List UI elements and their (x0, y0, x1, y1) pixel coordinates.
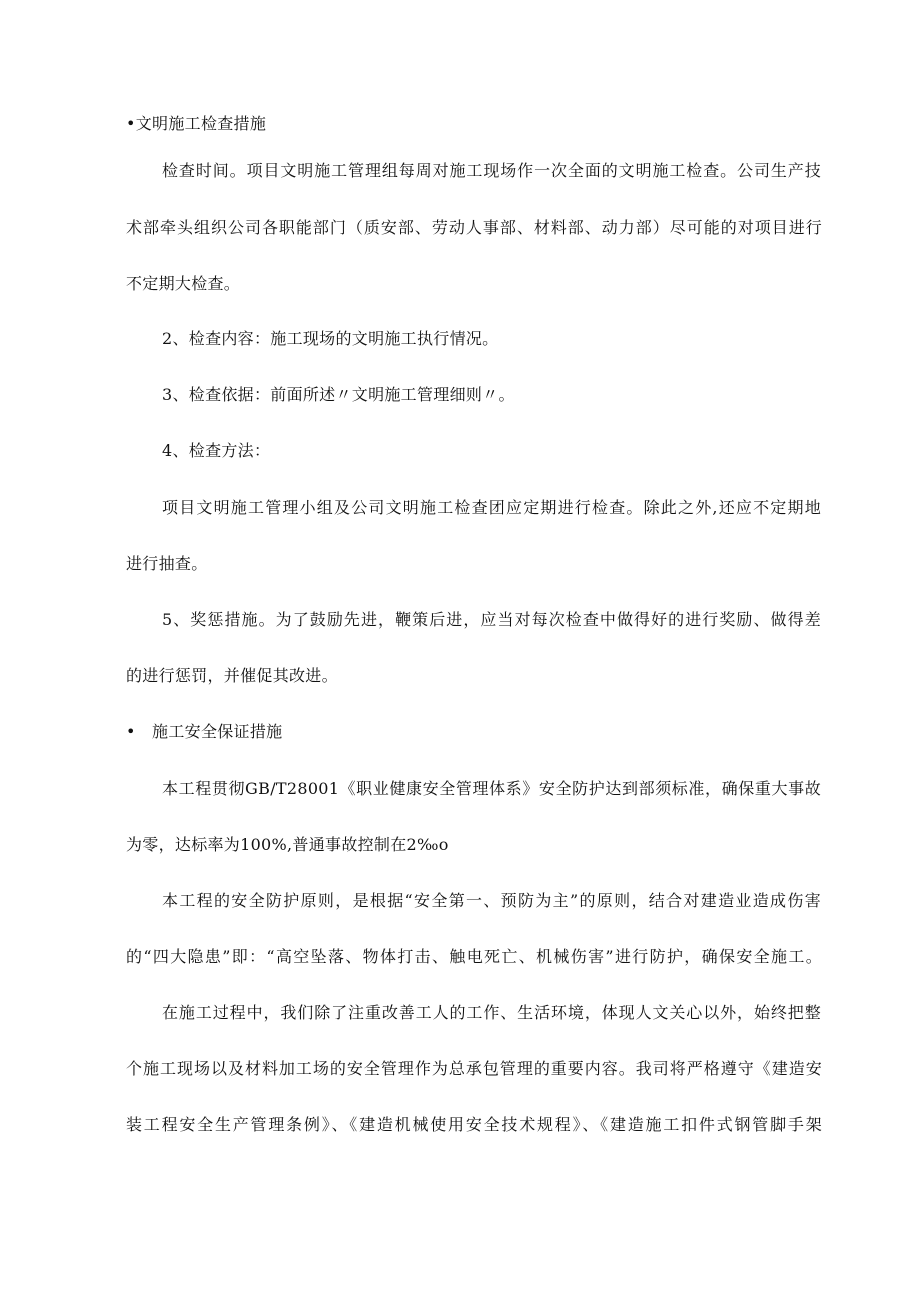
paragraph-line: 术部牵头组织公司各职能部门（质安部、劳动人事部、材料部、动力部）尽可能的对项目进行 (126, 218, 822, 237)
paragraph-line: 的进行惩罚，并催促其改进。 (126, 666, 338, 685)
paragraph-line: 进行抽查。 (126, 554, 208, 573)
paragraph-line: 个施工现场以及材料加工场的安全管理作为总承包管理的重要内容。我司将严格遵守《建造安 (126, 1059, 822, 1078)
paragraph-line: 项目文明施工管理小组及公司文明施工检查团应定期进行检查。除此之外,还应不定期地 (162, 498, 821, 517)
paragraph-line: 本工程贯彻GB/T28001《职业健康安全管理体系》安全防护达到部须标准，确保重大事故 (162, 779, 821, 798)
list-item-rewards-penalties: 5、奖惩措施。为了鼓励先进，鞭策后进，应当对每次检查中做得好的进行奖励、做得差 (162, 610, 821, 629)
paragraph-line: 在施工过程中，我们除了注重改善工人的工作、生活环境，体现人文关心以外，始终把整 (162, 1003, 821, 1022)
paragraph-line: 本工程的安全防护原则，是根据“安全第一、预防为主”的原则，结合对建造业造成伤害 (162, 891, 821, 910)
list-item-inspection-content: 2、检查内容：施工现场的文明施工执行情况。 (162, 329, 499, 348)
paragraph-line: 检查时间。项目文明施工管理组每周对施工现场作一次全面的文明施工检查。公司生产技 (162, 161, 821, 180)
paragraph-line: 的“四大隐患”即：“高空坠落、物体打击、触电死亡、机械伤害”进行防护，确保安全施工。 (126, 947, 822, 966)
paragraph-line: 不定期大检查。 (126, 274, 241, 293)
list-item-inspection-method: 4、检查方法： (162, 441, 271, 460)
section-heading-safety-measures: • 施工安全保证措施 (126, 722, 283, 741)
paragraph-line: 装工程安全生产管理条例》、《建造机械使用安全技术规程》、《建造施工扣件式钢管脚手架 (126, 1115, 822, 1134)
paragraph-line: 为零，达标率为100%,普通事故控制在2‰o (126, 835, 449, 854)
list-item-inspection-basis: 3、检查依据：前面所述〃文明施工管理细则〃。 (162, 385, 515, 404)
section-heading-civilized-inspection: •文明施工检查措施 (126, 114, 267, 133)
